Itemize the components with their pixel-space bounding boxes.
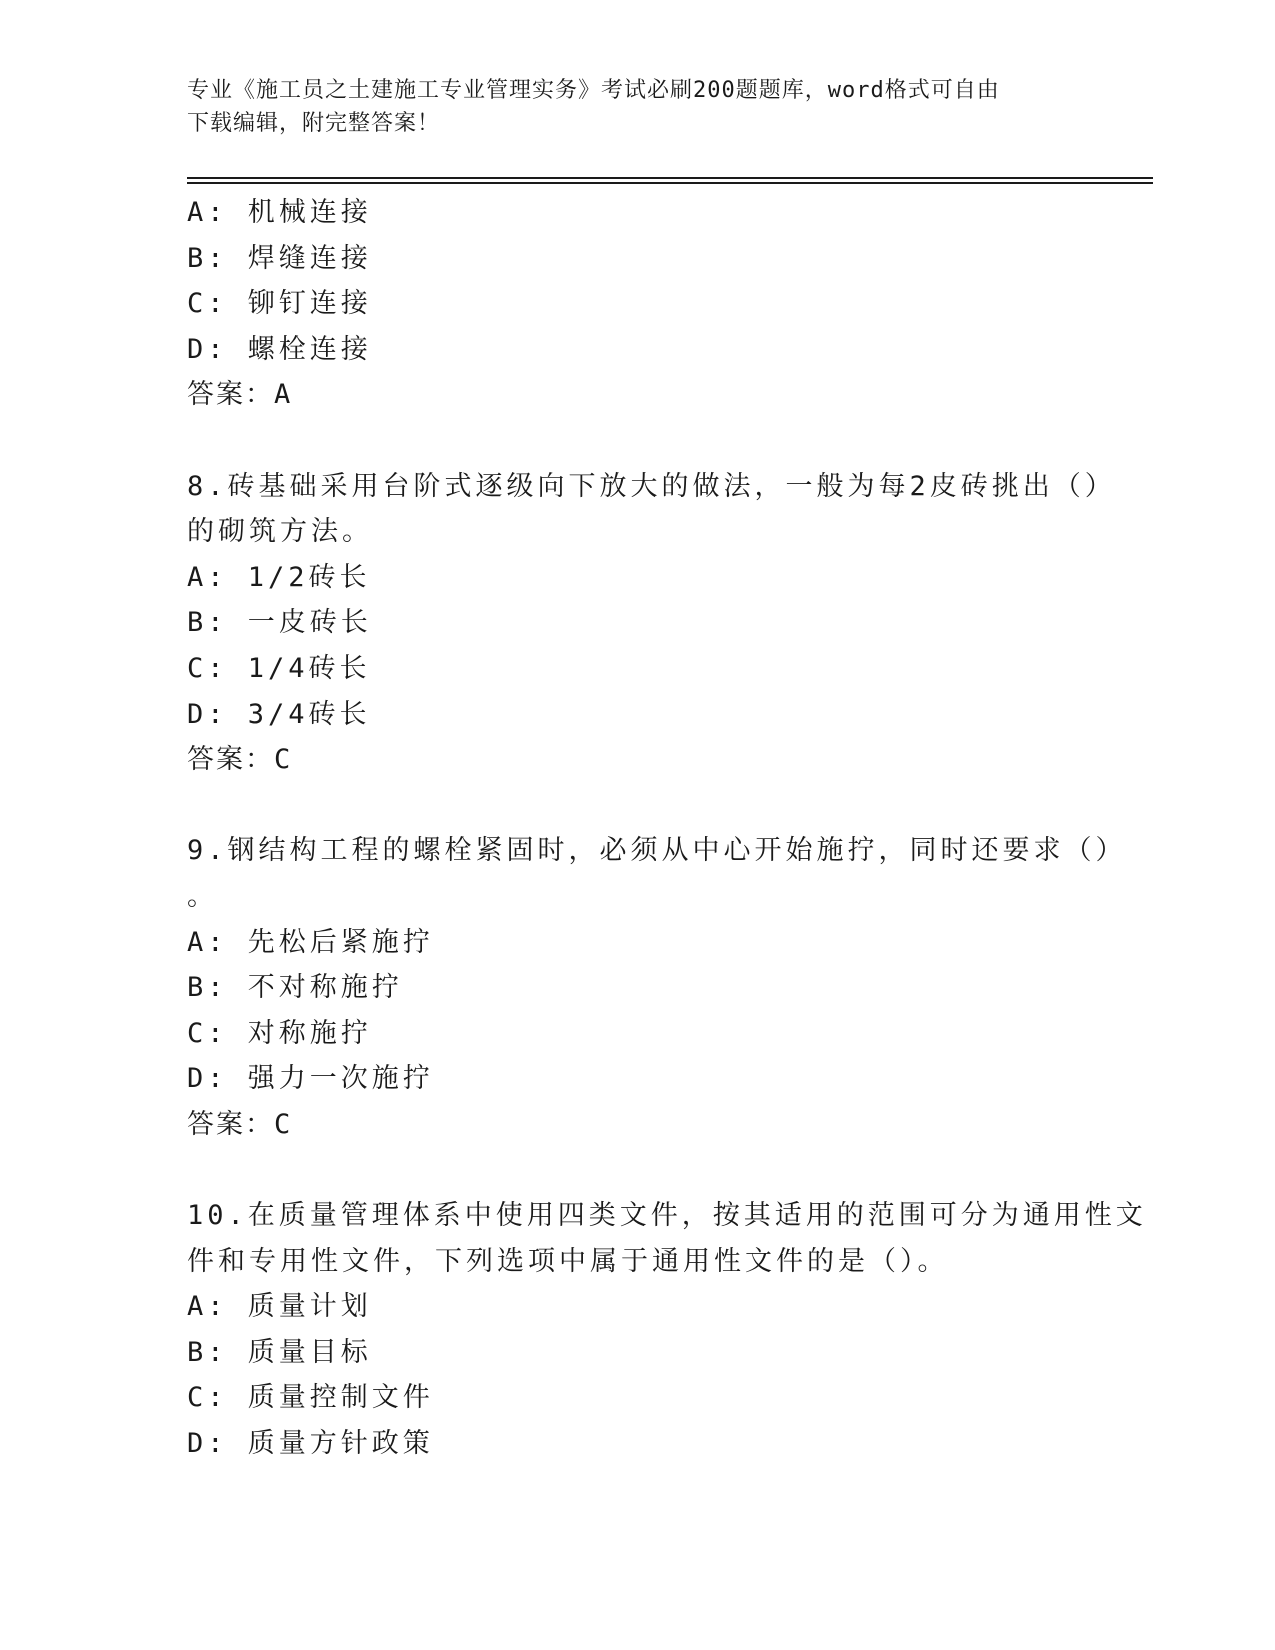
option-d: D: 质量方针政策 [187, 1428, 434, 1460]
option-c: C: 铆钉连接 [187, 288, 372, 320]
option-d: D: 强力一次施拧 [187, 1063, 434, 1095]
option-b: B: 焊缝连接 [187, 242, 372, 274]
question-9 [187, 828, 1127, 1147]
header-line-1: 专业《施工员之土建施工专业管理实务》考试必刷200题题库，word格式可自由 [187, 78, 1000, 103]
header-divider-top [187, 177, 1153, 179]
option-c: C: 对称施拧 [187, 1017, 372, 1049]
question-stem-line-2: 。 [187, 880, 218, 912]
option-b: B: 一皮砖长 [187, 607, 372, 639]
spacer [187, 783, 1087, 829]
option-b: B: 质量目标 [187, 1336, 372, 1368]
question-stem-line-1: 10.在质量管理体系中使用四类文件，按其适用的范围可分为通用性文 [187, 1200, 1147, 1232]
answer: 答案：C [187, 1108, 293, 1140]
document-header [187, 74, 1087, 140]
question-7 [187, 190, 1087, 418]
header-line-2: 下载编辑，附完整答案！ [187, 111, 441, 136]
question-stem-line-2: 件和专用性文件，下列选项中属于通用性文件的是（）。 [187, 1245, 949, 1277]
option-d: D: 螺栓连接 [187, 333, 372, 365]
spacer [187, 1147, 1087, 1193]
answer: 答案：C [187, 744, 293, 776]
option-d: D: 3/4砖长 [187, 698, 371, 730]
option-a: A: 1/2砖长 [187, 561, 371, 593]
option-a: A: 先松后紧施拧 [187, 926, 434, 958]
option-a: A: 质量计划 [187, 1291, 372, 1323]
header-divider-bottom [187, 182, 1153, 184]
option-c: C: 质量控制文件 [187, 1382, 434, 1414]
question-stem-line-2: 的砌筑方法。 [187, 516, 373, 548]
question-list [187, 190, 1147, 1467]
question-8 [187, 464, 1116, 783]
question-stem-line-1: 9.钢结构工程的螺栓紧固时，必须从中心开始施拧，同时还要求（） [187, 835, 1127, 867]
spacer [187, 418, 1087, 464]
question-10 [187, 1193, 1147, 1467]
question-stem-line-1: 8.砖基础采用台阶式逐级向下放大的做法，一般为每2皮砖挑出（） [187, 470, 1116, 502]
option-c: C: 1/4砖长 [187, 652, 371, 684]
option-b: B: 不对称施拧 [187, 972, 403, 1004]
option-a: A: 机械连接 [187, 197, 372, 228]
answer: 答案：A [187, 379, 293, 411]
